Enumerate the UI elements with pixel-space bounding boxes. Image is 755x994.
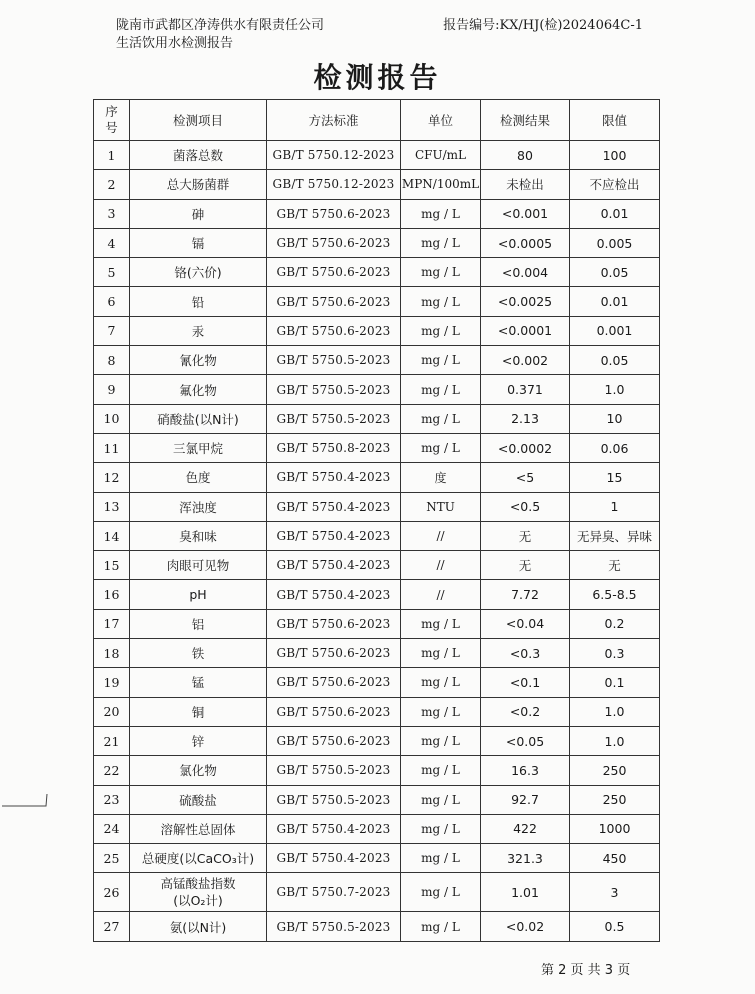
cell-sn: 5	[94, 258, 130, 287]
cell-method: GB/T 5750.4-2023	[267, 844, 401, 873]
cell-limit: 0.5	[570, 912, 660, 941]
cell-sn: 17	[94, 609, 130, 638]
cell-method: GB/T 5750.6-2023	[267, 258, 401, 287]
cell-result: 321.3	[481, 844, 570, 873]
cell-sn: 24	[94, 814, 130, 843]
cell-item: 铝	[130, 609, 267, 638]
cell-sn: 11	[94, 433, 130, 462]
cell-item: 肉眼可见物	[130, 551, 267, 580]
cell-item: 总硬度(以CaCO₃计)	[130, 844, 267, 873]
cell-method: GB/T 5750.12-2023	[267, 170, 401, 199]
cell-sn: 26	[94, 873, 130, 912]
sn-header-line1: 序	[105, 104, 118, 119]
cell-method: GB/T 5750.6-2023	[267, 639, 401, 668]
cell-result: <0.02	[481, 912, 570, 941]
cell-item: 臭和味	[130, 521, 267, 550]
cell-sn: 23	[94, 785, 130, 814]
cell-sn: 12	[94, 463, 130, 492]
cell-limit: 无	[570, 551, 660, 580]
report-subtitle: 生活饮用水检测报告	[116, 36, 234, 51]
cell-result: 92.7	[481, 785, 570, 814]
cell-sn: 21	[94, 726, 130, 755]
cell-unit: //	[401, 580, 481, 609]
cell-result: 1.01	[481, 873, 570, 912]
cell-method: GB/T 5750.5-2023	[267, 404, 401, 433]
page-number: 第 2 页 共 3 页	[541, 963, 631, 978]
cell-method: GB/T 5750.6-2023	[267, 199, 401, 228]
cell-result: <0.3	[481, 639, 570, 668]
cell-item: pH	[130, 580, 267, 609]
table-row	[94, 287, 660, 316]
table-row	[94, 814, 660, 843]
cell-result: <0.002	[481, 346, 570, 375]
cell-item: 锰	[130, 668, 267, 697]
item-line2: (以O₂计)	[173, 893, 223, 909]
cell-sn: 10	[94, 404, 130, 433]
cell-sn: 14	[94, 521, 130, 550]
cell-item: 三氯甲烷	[130, 433, 267, 462]
table-row	[94, 346, 660, 375]
table-row	[94, 492, 660, 521]
cell-method: GB/T 5750.4-2023	[267, 551, 401, 580]
table-row	[94, 375, 660, 404]
cell-limit: 1.0	[570, 726, 660, 755]
table-row	[94, 463, 660, 492]
cell-limit: 1.0	[570, 697, 660, 726]
cell-unit: CFU/mL	[401, 141, 481, 170]
col-header-item: 检测项目	[130, 100, 267, 141]
table-row	[94, 404, 660, 433]
cell-unit: //	[401, 551, 481, 580]
cell-sn: 19	[94, 668, 130, 697]
cell-item: 镉	[130, 228, 267, 257]
cell-result: <0.0001	[481, 316, 570, 345]
cell-sn: 13	[94, 492, 130, 521]
cell-limit: 250	[570, 756, 660, 785]
page-title: 检测报告	[313, 61, 442, 94]
cell-unit: mg / L	[401, 814, 481, 843]
table-row	[94, 433, 660, 462]
cell-limit: 250	[570, 785, 660, 814]
cell-unit: mg / L	[401, 346, 481, 375]
cell-limit: 0.3	[570, 639, 660, 668]
cell-unit: mg / L	[401, 726, 481, 755]
cell-limit: 0.2	[570, 609, 660, 638]
cell-unit: mg / L	[401, 756, 481, 785]
cell-result: <0.004	[481, 258, 570, 287]
cell-item: 铜	[130, 697, 267, 726]
cell-unit: mg / L	[401, 912, 481, 941]
table-row	[94, 912, 660, 941]
cell-unit: mg / L	[401, 258, 481, 287]
cell-method: GB/T 5750.8-2023	[267, 433, 401, 462]
table-row	[94, 316, 660, 345]
cell-limit: 3	[570, 873, 660, 912]
cell-method: GB/T 5750.5-2023	[267, 756, 401, 785]
cell-method: GB/T 5750.6-2023	[267, 316, 401, 345]
cell-result: <0.0002	[481, 433, 570, 462]
cell-method: GB/T 5750.6-2023	[267, 287, 401, 316]
cell-unit: mg / L	[401, 639, 481, 668]
table-row	[94, 580, 660, 609]
cell-method: GB/T 5750.4-2023	[267, 580, 401, 609]
cell-unit: mg / L	[401, 433, 481, 462]
cell-limit: 6.5-8.5	[570, 580, 660, 609]
cell-item: 硝酸盐(以N计)	[130, 404, 267, 433]
cell-method: GB/T 5750.4-2023	[267, 463, 401, 492]
cell-result: <0.001	[481, 199, 570, 228]
table-row	[94, 668, 660, 697]
cell-result: <0.5	[481, 492, 570, 521]
cell-limit: 无异臭、异味	[570, 521, 660, 550]
table-row	[94, 258, 660, 287]
cell-unit: mg / L	[401, 199, 481, 228]
table-row	[94, 170, 660, 199]
cell-result: <0.2	[481, 697, 570, 726]
cell-item	[130, 873, 267, 912]
table-row	[94, 639, 660, 668]
cell-limit: 0.005	[570, 228, 660, 257]
cell-sn: 18	[94, 639, 130, 668]
cell-result: 未检出	[481, 170, 570, 199]
cell-sn: 7	[94, 316, 130, 345]
table-row	[94, 199, 660, 228]
cell-item: 浑浊度	[130, 492, 267, 521]
cell-sn: 25	[94, 844, 130, 873]
table-row	[94, 697, 660, 726]
table-row	[94, 844, 660, 873]
cell-limit: 1.0	[570, 375, 660, 404]
cell-item: 菌落总数	[130, 141, 267, 170]
cell-item: 汞	[130, 316, 267, 345]
cell-result: 无	[481, 521, 570, 550]
cell-result: <5	[481, 463, 570, 492]
cell-limit: 1	[570, 492, 660, 521]
col-header-limit: 限值	[570, 100, 660, 141]
cell-result: 7.72	[481, 580, 570, 609]
company-name: 陇南市武都区净涛供水有限责任公司	[116, 18, 325, 33]
cell-result: 80	[481, 141, 570, 170]
cell-unit: mg / L	[401, 404, 481, 433]
cell-item: 锌	[130, 726, 267, 755]
cell-result: <0.05	[481, 726, 570, 755]
cell-unit: mg / L	[401, 697, 481, 726]
cell-method: GB/T 5750.5-2023	[267, 346, 401, 375]
table-body	[94, 141, 660, 942]
cell-method: GB/T 5750.7-2023	[267, 873, 401, 912]
cell-unit: mg / L	[401, 316, 481, 345]
cell-unit: mg / L	[401, 287, 481, 316]
scan-edge-mark	[0, 790, 52, 810]
cell-unit: mg / L	[401, 609, 481, 638]
cell-sn: 6	[94, 287, 130, 316]
cell-limit: 0.001	[570, 316, 660, 345]
cell-result: 无	[481, 551, 570, 580]
cell-result: <0.0025	[481, 287, 570, 316]
cell-unit: MPN/100mL	[401, 170, 481, 199]
cell-limit: 15	[570, 463, 660, 492]
cell-unit: mg / L	[401, 785, 481, 814]
report-number: 报告编号:KX/HJ(检)2024064C-1	[443, 18, 643, 33]
cell-limit: 不应检出	[570, 170, 660, 199]
cell-result: 0.371	[481, 375, 570, 404]
cell-method: GB/T 5750.5-2023	[267, 785, 401, 814]
cell-sn: 8	[94, 346, 130, 375]
cell-unit: //	[401, 521, 481, 550]
cell-item: 硫酸盐	[130, 785, 267, 814]
cell-result: 2.13	[481, 404, 570, 433]
table-row	[94, 785, 660, 814]
cell-sn: 27	[94, 912, 130, 941]
cell-method: GB/T 5750.6-2023	[267, 228, 401, 257]
cell-item: 氨(以N计)	[130, 912, 267, 941]
cell-unit: NTU	[401, 492, 481, 521]
cell-unit: mg / L	[401, 873, 481, 912]
cell-limit: 10	[570, 404, 660, 433]
cell-item: 氟化物	[130, 375, 267, 404]
table-row	[94, 521, 660, 550]
cell-limit: 0.01	[570, 287, 660, 316]
cell-limit: 100	[570, 141, 660, 170]
sn-header-line2: 号	[105, 120, 118, 135]
cell-unit: mg / L	[401, 668, 481, 697]
cell-item: 铬(六价)	[130, 258, 267, 287]
cell-method: GB/T 5750.6-2023	[267, 668, 401, 697]
cell-method: GB/T 5750.12-2023	[267, 141, 401, 170]
cell-method: GB/T 5750.4-2023	[267, 814, 401, 843]
cell-unit: 度	[401, 463, 481, 492]
cell-sn: 2	[94, 170, 130, 199]
table-row	[94, 756, 660, 785]
table-row	[94, 609, 660, 638]
cell-method: GB/T 5750.6-2023	[267, 609, 401, 638]
item-line1: 高锰酸盐指数	[160, 876, 236, 892]
cell-sn: 1	[94, 141, 130, 170]
cell-unit: mg / L	[401, 375, 481, 404]
cell-method: GB/T 5750.6-2023	[267, 726, 401, 755]
cell-item: 铅	[130, 287, 267, 316]
cell-item: 氰化物	[130, 346, 267, 375]
cell-item: 砷	[130, 199, 267, 228]
cell-item: 氯化物	[130, 756, 267, 785]
col-header-result: 检测结果	[481, 100, 570, 141]
cell-limit: 0.06	[570, 433, 660, 462]
cell-result: <0.1	[481, 668, 570, 697]
cell-item: 铁	[130, 639, 267, 668]
cell-limit: 1000	[570, 814, 660, 843]
cell-method: GB/T 5750.5-2023	[267, 375, 401, 404]
cell-method: GB/T 5750.5-2023	[267, 912, 401, 941]
cell-sn: 4	[94, 228, 130, 257]
header-left	[116, 17, 324, 53]
table-row	[94, 141, 660, 170]
cell-unit: mg / L	[401, 228, 481, 257]
table-row	[94, 228, 660, 257]
cell-method: GB/T 5750.4-2023	[267, 521, 401, 550]
cell-sn: 22	[94, 756, 130, 785]
col-header-method: 方法标准	[267, 100, 401, 141]
cell-sn: 20	[94, 697, 130, 726]
cell-item: 色度	[130, 463, 267, 492]
col-header-unit: 单位	[401, 100, 481, 141]
cell-limit: 0.05	[570, 346, 660, 375]
cell-limit: 0.01	[570, 199, 660, 228]
cell-method: GB/T 5750.4-2023	[267, 492, 401, 521]
col-header-sn	[94, 100, 130, 141]
cell-item: 总大肠菌群	[130, 170, 267, 199]
cell-result: 422	[481, 814, 570, 843]
cell-result: 16.3	[481, 756, 570, 785]
cell-method: GB/T 5750.6-2023	[267, 697, 401, 726]
results-table	[93, 99, 660, 942]
cell-sn: 3	[94, 199, 130, 228]
cell-result: <0.0005	[481, 228, 570, 257]
cell-sn: 16	[94, 580, 130, 609]
cell-unit: mg / L	[401, 844, 481, 873]
cell-limit: 0.05	[570, 258, 660, 287]
table-row	[94, 726, 660, 755]
table-row	[94, 873, 660, 912]
cell-result: <0.04	[481, 609, 570, 638]
table-row	[94, 551, 660, 580]
cell-limit: 0.1	[570, 668, 660, 697]
table-header-row	[94, 100, 660, 141]
cell-item: 溶解性总固体	[130, 814, 267, 843]
cell-sn: 9	[94, 375, 130, 404]
cell-limit: 450	[570, 844, 660, 873]
cell-sn: 15	[94, 551, 130, 580]
